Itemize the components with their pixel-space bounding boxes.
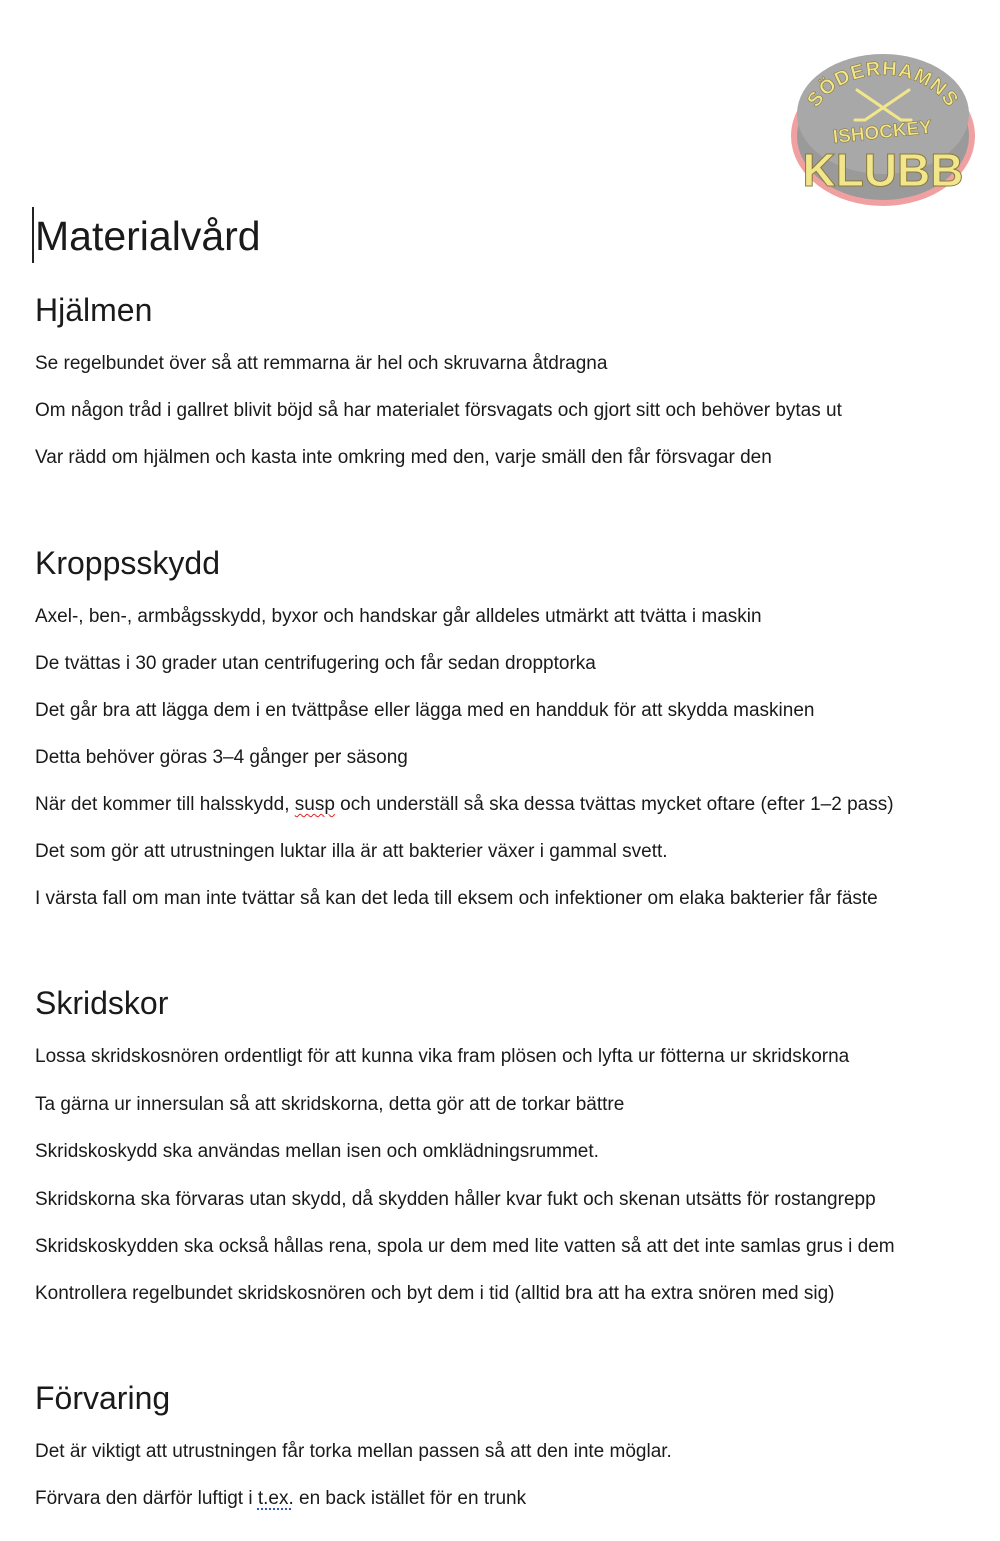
body-line: I värsta fall om man inte tvättar så kan det leda till eksem och infektioner om elaka bakterier får fäste xyxy=(35,888,878,909)
line-text: en back istället för en trunk xyxy=(293,1488,527,1509)
section-heading-hjalmen: Hjälmen xyxy=(35,292,153,328)
logo-top-text: SÖDERHAMNS xyxy=(803,57,963,112)
body-line: De tvättas i 30 grader utan centrifugering och får sedan dropptorka xyxy=(35,653,596,674)
body-line xyxy=(35,791,894,819)
section-heading-skridskor: Skridskor xyxy=(35,985,169,1021)
body-line: Ta gärna ur innersulan så att skridskorna, detta gör att de torkar bättre xyxy=(35,1094,625,1115)
body-line: Axel-, ben-, armbågsskydd, byxor och handskar går alldeles utmärkt att tvätta i maskin xyxy=(35,606,762,627)
body-line: Skridskoskydd ska användas mellan isen och omklädningsrummet. xyxy=(35,1141,599,1162)
body-line: Det som gör att utrustningen luktar illa är att bakterier växer i gammal svett. xyxy=(35,841,668,862)
body-line xyxy=(35,1485,526,1513)
logo-middle-text: ISHOCKEY xyxy=(831,116,933,149)
body-line: Kontrollera regelbundet skridskosnören och byt dem i tid (alltid bra att ha extra snören med sig) xyxy=(35,1283,835,1304)
section-heading-forvaring: Förvaring xyxy=(35,1380,171,1416)
body-line: Lossa skridskosnören ordentligt för att kunna vika fram plösen och lyfta ur fötterna ur skridskorna xyxy=(35,1046,850,1067)
club-logo xyxy=(783,38,983,210)
body-line: Det är viktigt att utrustningen får torka mellan passen så att den inte möglar. xyxy=(35,1441,672,1462)
text-cursor xyxy=(32,207,34,263)
line-text: När det kommer till halsskydd, xyxy=(35,794,295,815)
body-line: Detta behöver göras 3–4 gånger per säsong xyxy=(35,747,408,768)
body-line: Skridskorna ska förvaras utan skydd, då skydden håller kvar fukt och skenan utsätts för rostangrepp xyxy=(35,1189,876,1210)
body-line: Skridskoskydden ska också hållas rena, spola ur dem med lite vatten så att det inte samlas grus i dem xyxy=(35,1236,895,1257)
body-line: Var rädd om hjälmen och kasta inte omkring med den, varje smäll den får försvagar den xyxy=(35,447,772,468)
grammar-flagged-word[interactable]: t.ex. xyxy=(257,1488,294,1509)
body-line: Det går bra att lägga dem i en tvättpåse eller lägga med en handduk för att skydda maskinen xyxy=(35,700,815,721)
spelling-flagged-word[interactable]: susp xyxy=(294,794,335,815)
logo-bottom-text: KLUBB xyxy=(802,144,964,196)
document-title: Materialvård xyxy=(35,213,261,259)
body-line: Om någon tråd i gallret blivit böjd så har materialet försvagats och gjort sitt och behöver bytas ut xyxy=(35,400,842,421)
body-line: Se regelbundet över så att remmarna är hel och skruvarna åtdragna xyxy=(35,353,608,374)
line-text: och underställ så ska dessa tvättas mycket oftare (efter 1–2 pass) xyxy=(334,794,894,815)
line-text: Förvara den därför luftigt i xyxy=(35,1488,258,1509)
section-heading-kroppsskydd: Kroppsskydd xyxy=(35,545,220,581)
